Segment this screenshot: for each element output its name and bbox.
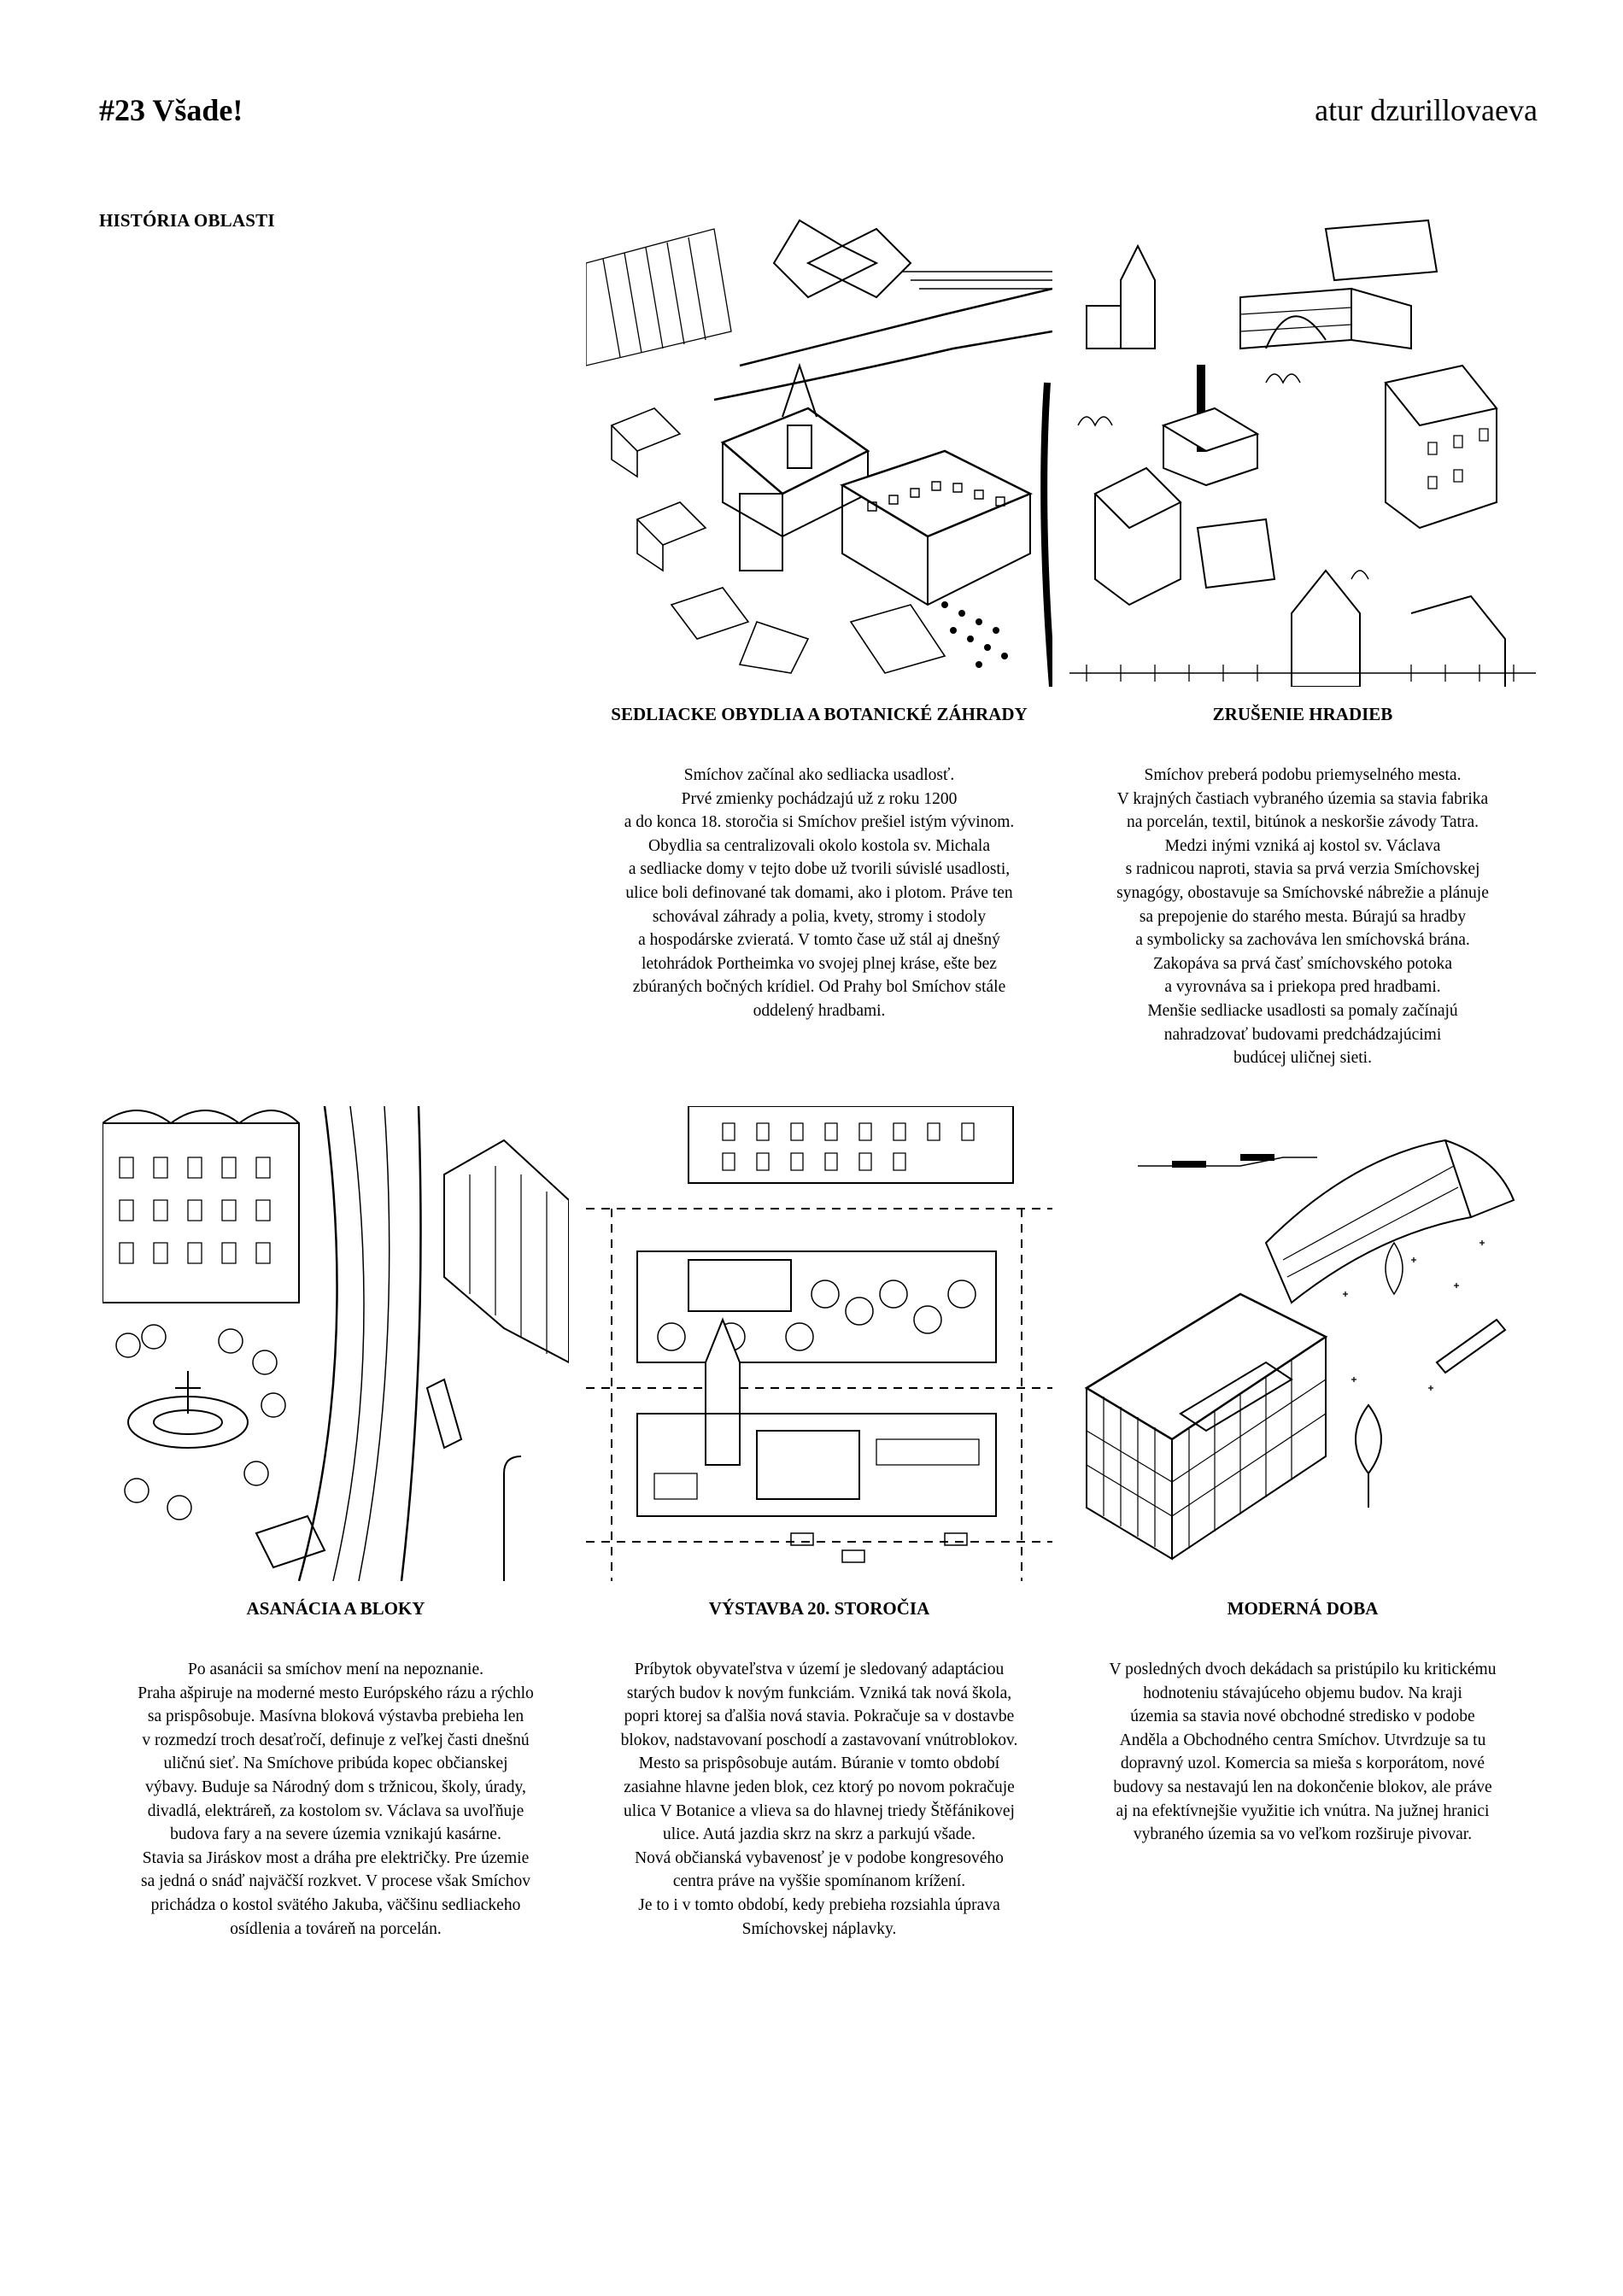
fortifications-drawing (1069, 212, 1536, 687)
panel-caption: ASANÁCIA A BLOKY (246, 1598, 425, 1619)
panel-caption: MODERNÁ DOBA (1227, 1598, 1379, 1619)
author-name: atur dzurillovaeva (1315, 93, 1538, 127)
panel-text: Príbytok obyvateľstva v území je sledovaný adaptáciou starých budov k novým funkciám. Vzniká tak nová škola, popri ktorej sa ďalšia nová stavia. Pokračuje sa v dostavbe blokov, nadstavovaní poschodí a zastavovaní vnútroblokov. Mesto sa prispôsobuje autám. Búranie v tomto období zasiahne hlavne jeden blok, cez ktorý po novom pokračuje ulica V Botanice a vlieva sa do hlavnej triedy Štěfánikovej ulice. Autá jazdia skrz na skrz a parkujú všade. Nová občianská vybavenosť je v podobe kongresového centra práve na vyššie spomínanom krížení. Je to i v tomto období, kedy prebieha rozsiahla úprava Smíchovskej náplavky. (620, 1660, 1018, 1938)
history-panel-4 (586, 1106, 1052, 1941)
history-panel-3 (103, 1106, 569, 1941)
panel-caption: ZRUŠENIE HRADIEB (1212, 704, 1393, 724)
document-title: #23 Všade! (99, 93, 243, 127)
twentieth-century-drawing (586, 1106, 1052, 1581)
panel-text: Smíchov začínal ako sedliacka usadlosť. Prvé zmienky pochádzajú už z roku 1200 a do konca 18. storočia si Smíchov prešiel istým vývinom. Obydlia sa centralizovali okolo kostola sv. Michala a sedliacke domy v tejto dobe už tvorili súvislé usadlosti, ulice boli definované tak domami, ako i plotom. Práve ten schovával záhrady a polia, kvety, stromy i stodoly a hospodárske zvieratá. V tomto čase už stál aj dnešný letohrádok Portheimka vo svojej plnej kráse, ešte bez zbúraných bočných krídiel. Od Prahy bol Smíchov stále oddelený hradbami. (624, 766, 1015, 1020)
history-panel-5 (1069, 1106, 1536, 1847)
modern-era-drawing (1069, 1106, 1536, 1581)
panel-text: Po asanácii sa smíchov mení na nepoznanie. Praha ašpiruje na moderné mesto Európského rázu a rýchlo sa prispôsobuje. Masívna bloková výstavba prebieha len v rozmedzí troch desaťročí, definuje z veľkej časti dnešnú uličnú sieť. Na Smíchove pribúda kopec občianskej výbavy. Buduje sa Národný dom s tržnicou, školy, úrady, divadlá, elektráreň, za kostolom sv. Václava sa uvoľňuje budova fary a na severe územia vznikajú kasárne. Stavia sa Jiráskov most a dráha pre električky. Pre územie sa jedná o snáď najväčší rozkvet. V procese však Smíchov prichádza o kostol svätého Jakuba, väčšinu sedliackeho osídlenia a továreň na porcelán. (138, 1660, 534, 1938)
panel-caption: SEDLIACKE OBYDLIA A BOTANICKÉ ZÁHRADY (611, 704, 1028, 724)
panel-text: V posledných dvoch dekádach sa pristúpilo ku kritickému hodnoteniu stávajúceho objemu budov. Na kraji územia sa stavia nové obchodné stredisko v podobe Anděla a Obchodného centra Smíchov. Utvrdzuje sa tu dopravný uzol. Komercia sa mieša s korporátom, nové budovy sa nestavajú len na dokončenie blokov, ale práve aj na efektívnejšie využitie ich vnútra. Na južnej hranici vybraného územia sa vo veľkom rozširuje pivovar. (1109, 1660, 1497, 1844)
panel-caption: VÝSTAVBA 20. STOROČIA (708, 1598, 930, 1619)
farm-dwellings-drawing (586, 212, 1052, 687)
section-label: HISTÓRIA OBLASTI (99, 210, 275, 231)
history-panel-2 (1069, 212, 1536, 1070)
panel-text: Smíchov preberá podobu priemyselného mesta. V krajných častiach vybraného územia sa stavia fabrika na porcelán, textil, bitúnok a neskoršie závody Tatra. Medzi inými vzniká aj kostol sv. Václava s radnicou naproti, stavia sa prvá verzia Smíchovskej synagógy, obostavuje sa Smíchovské nábrežie a plánuje sa prepojenie do starého mesta. Búrajú sa hradby a symbolicky sa zachováva len smíchovská brána. Zakopáva sa prvá časť smíchovského potoka a vyrovnáva sa i priekopa pred hradbami. Menšie sedliacke usadlosti sa pomaly začínajú nahradzovať budovami predchádzajúcimi budúcej uličnej sieti. (1116, 766, 1489, 1068)
history-panel-1 (586, 212, 1052, 1023)
blocks-drawing (103, 1106, 569, 1581)
